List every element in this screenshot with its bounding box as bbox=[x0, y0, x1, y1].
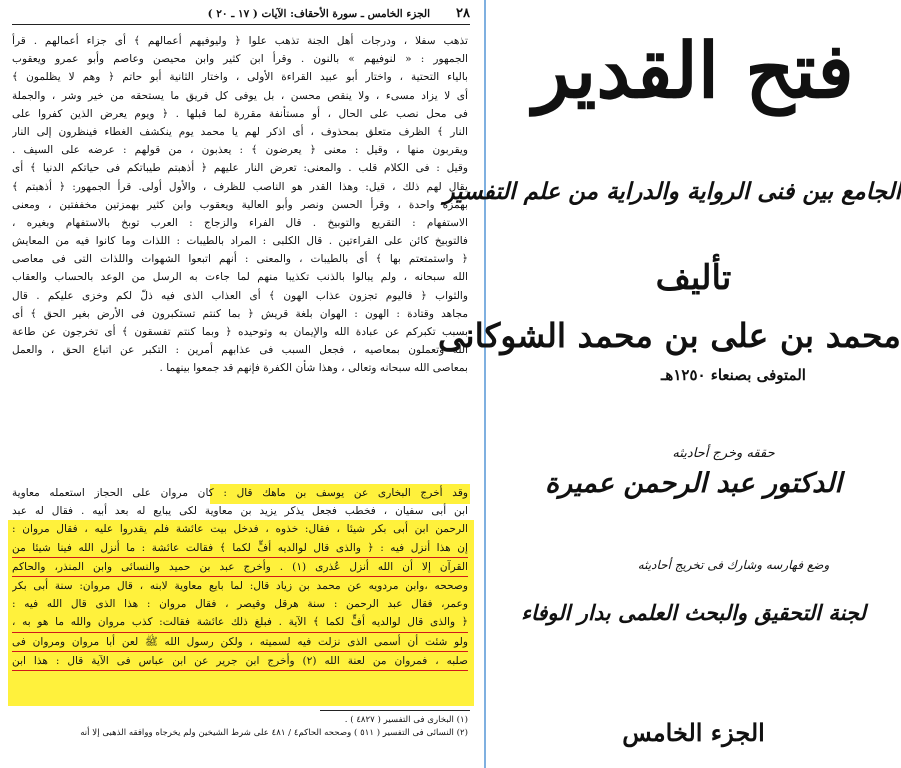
underlined-line: ولو شئت أن أسمى الذى نزلت فيه لسميته ، ولكن رسول الله ﷺ لعن أبا مروان ومروان فى bbox=[12, 633, 468, 652]
underlined-line: ﴿ والذى قال لوالديه أفٍّ لكما ﴾ الآية . فبلغ ذلك عائشة فقالت: كذب مروان والله ما هو به ، bbox=[12, 613, 468, 632]
author-death-note: المتوفى بصنعاء ١٢٥٠هـ bbox=[661, 366, 806, 384]
committee-label: وضع فهارسه وشارك فى تخريج أحاديثه bbox=[637, 558, 830, 572]
page-number: ٢٨ bbox=[456, 6, 470, 21]
committee-name: لجنة التحقيق والبحث العلمى بدار الوفاء bbox=[521, 600, 866, 625]
text-line: وقد أخرج البخارى عن يوسف بن ماهك قال : كان مروان على الحجاز استعمله معاوية bbox=[12, 487, 468, 499]
text-line: ﴿ واستمتعتم بها ﴾ أى بالطيبات ، والمعنى : أنهم اتبعوا الشهوات واللذات التى فى معاصى bbox=[12, 253, 468, 266]
underlined-line: صلبه ، فمروان من لعنة الله (٢) وأخرج ابن جرير عن ابن عباس فى الآية قال : هذا ابن bbox=[12, 652, 468, 671]
text-line: الرحمن ابن أبى بكر شيئا ، فقال: خذوه ، فدخل بيت عائشة فلم يقدروا عليه ، فقال مروان : bbox=[12, 523, 468, 536]
footnote: (٢) النسائى فى التفسير ( ٥١١ ) وصححه الحاكم٤ / ٤٨١ على شرط الشيخين ولم يخرجاه ووافقه الذهبى إلا أنه bbox=[80, 728, 468, 738]
underlined-line: القرآن إلا أن الله أنزل عُذرى (١) . وأخرج عبد بن حميد والنسائى وابن المنذر، والحاكم bbox=[12, 558, 468, 577]
text-line: أى لا يزاد مسىء ، ولا ينقص محسن ، بل يوفى كل فريق ما يستحقه من خير وشر ، والجملة bbox=[12, 89, 468, 102]
text-line: بالياء التحتية ، واختار أبو عبيد القراءة الأولى ، واختار الثانية أبو حاتم ﴿ وهم لا يظلمون ﴾ bbox=[12, 71, 468, 84]
text-line: النار ﴾ الظرف متعلق بمحذوف ، أى اذكر لهم يا محمد يوم ينكشف الغطاء فينظرون إلى النار bbox=[12, 125, 468, 138]
text-line: فالتوبيخ كائن على القراءتين . قال الكلبى : المراد بالطيبات : اللذات وما كانوا فيه من المعايش bbox=[12, 235, 468, 248]
text-line: يقال لهم ذلك ، قيل: وهذا القدر هو الناصب للظرف ، والأول أولى. قرأ الجمهور: ﴿ أذهبتم ﴾ bbox=[12, 180, 468, 193]
hadith-paragraph bbox=[12, 484, 468, 671]
text-line: الاستفهام : التقريع والتوبيخ . قال الفراء والزجاج : العرب توبخ بالاستفهام وبغيره ، bbox=[12, 216, 468, 229]
header-rule bbox=[12, 24, 470, 25]
volume-label: الجزء الخامس bbox=[622, 718, 765, 747]
page-header bbox=[12, 6, 470, 22]
text-line: ويقربون منها ، وقيل : معنى ﴿ يعرضون ﴾ : يعذبون ، من قولهم : عرضه على السيف . bbox=[12, 144, 468, 157]
text-line: ابن أبى سفيان ، فخطب فجعل يذكر يزيد بن معاوية لكى يبايع له بعد أبيه . فقال له عبد bbox=[12, 505, 468, 518]
footnotes bbox=[12, 714, 468, 740]
book-title: فتح القدير bbox=[533, 26, 854, 115]
text-line: فى محل نصب على الحال ، أو مستأنفة مقررة لما قبلها . ﴿ ويوم يعرض الذين كفروا على bbox=[12, 107, 468, 120]
text-line: الجمهور : « لنوفيهم » بالنون . وقرأ ابن كثير وابن محيصن وعاصم وأبو عمرو ويعقوب bbox=[12, 53, 468, 66]
footnote: (١) البخارى فى التفسير ( ٤٨٢٧ ) . bbox=[344, 715, 468, 725]
book-subtitle: الجامع بين فنى الرواية والدراية من علم التفسير bbox=[443, 178, 901, 205]
text-line: بمعاصى الله سبحانه وتعالى ، وهذا شأن الكفرة فإنهم قد جمعوا بينهما . bbox=[159, 362, 468, 375]
footnote-rule bbox=[320, 710, 470, 711]
editor-name: الدكتور عبد الرحمن عميرة bbox=[545, 468, 842, 499]
text-line: بهمزة واحدة ، وقرأ الحسن ونصر وأبو العالية ويعقوب وابن كثير بهمزتين مخففتين ، ومعنى bbox=[12, 198, 468, 211]
text-line: الله وتعملون بمعاصيه ، فجعل السبب فى عذابهم أمرين : التكبر عن اتباع الحق ، والعمل bbox=[12, 344, 468, 357]
editor-label: حققه وخرج أحاديثه bbox=[672, 446, 775, 461]
underlined-line: إن هذا أنزل فيه : ﴿ والذى قال لوالديه أفٍّ لكما ﴾ فقالت عائشة : ما أنزل الله فينا شيئا من bbox=[12, 539, 468, 558]
running-head: الجزء الخامس ـ سورة الأحقاف: الآيات ( ١٧ ـ ٢٠ ) bbox=[207, 8, 430, 20]
text-line: بسبب تكبركم عن عبادة الله والإيمان به وتوحيده ﴿ وبما كنتم تفسقون ﴾ أى تخرجون عن طاعة bbox=[12, 326, 468, 338]
text-line: مجاهد وقتادة : الهون : الهوان بلغة قريش ﴿ بما كنتم تستكبرون فى الأرض بغير الحق ﴾ أى bbox=[12, 307, 468, 320]
text-line: والثواب ﴿ فاليوم تجزون عذاب الهون ﴾ أى العذاب الذى فيه ذلّ لكم وخزى عليكم . قال bbox=[12, 289, 468, 302]
author-label: تأليف bbox=[655, 258, 732, 298]
text-line: وقيل : فى الكلام قلب . والمعنى: تعرض النار عليهم ﴿ أذهبتم طيباتكم فى حياتكم الدنيا ﴾ أى bbox=[12, 162, 468, 175]
commentary-paragraph bbox=[12, 32, 468, 378]
text-line: الله سبحانه ، ولم يبالوا بالذنب تكذيبا منهم لما جاءت به الرسل من الوعد بالحساب والعقاب bbox=[12, 271, 468, 284]
text-line: وعمر، فقال عبد الرحمن : سنة هرقل وقيصر ، فقال مروان : هذا الذى قال الله فيه : bbox=[12, 598, 468, 611]
text-line: وصححه ،وابن مردويه عن محمد بن زياد قال: لما بايع معاوية لابنه ، قال مروان: سنة أبى بكر bbox=[12, 579, 468, 592]
author-name: محمد بن على بن محمد الشوكانى bbox=[437, 316, 901, 355]
text-line: تذهب سفلا ، ودرجات أهل الجنة تذهب علوا ﴿ وليوفيهم أعمالهم ﴾ أى جزاء أعمالهم . قرأ bbox=[12, 35, 468, 47]
